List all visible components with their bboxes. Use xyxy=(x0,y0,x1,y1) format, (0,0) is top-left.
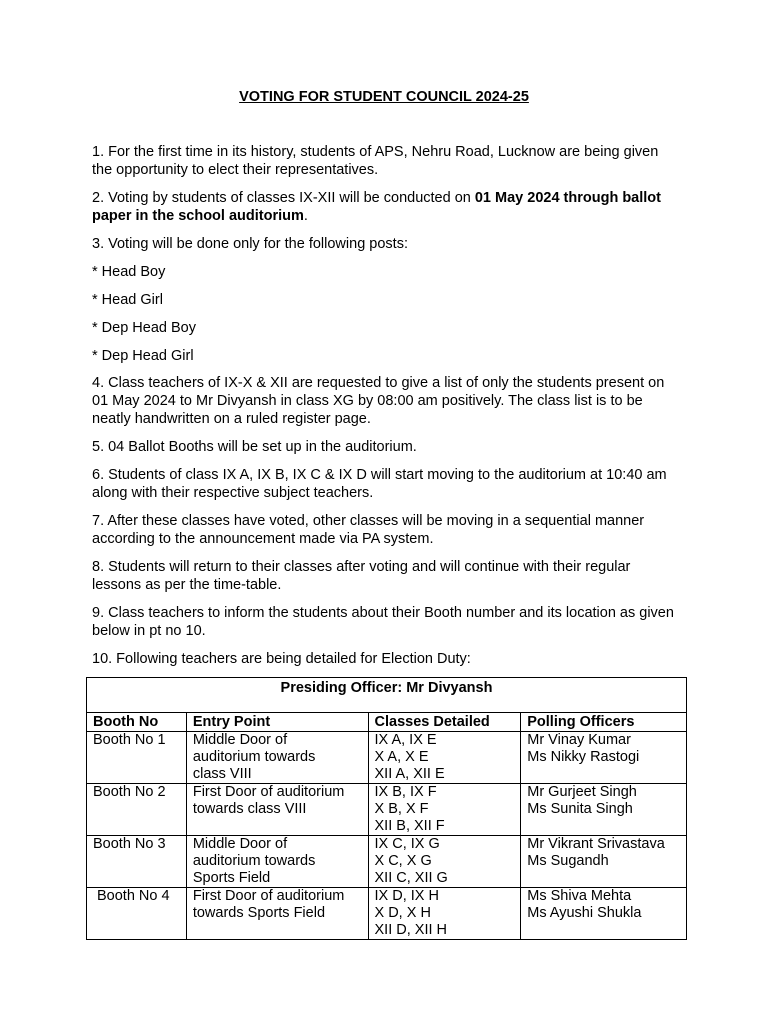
table-row xyxy=(87,836,687,888)
point-2-text: 2. Voting by students of classes IX-XII will be conducted on xyxy=(92,190,475,206)
class-line: XII D, XII H xyxy=(374,922,448,938)
point-6: 6. Students of class IX A, IX B, IX C & IX D will start moving to the auditorium at 10:40 am along with their respective subject teachers. xyxy=(92,467,667,501)
point-1: 1. For the first time in its history, students of APS, Nehru Road, Lucknow are being given the opportunity to elect their representatives. xyxy=(92,144,659,178)
class-line: X B, X F xyxy=(374,801,429,817)
point-4: 4. Class teachers of IX-X & XII are requested to give a list of only the students present on 01 May 2024 to Mr Divyansh in class XG by 08:00 am positively. The class list is to be neatly handwritten on a ruled register page. xyxy=(92,375,665,427)
officer-name: Ms Ayushi Shukla xyxy=(527,905,642,921)
point-8: 8. Students will return to their classes after voting and will continue with their regular lessons as per the time-table. xyxy=(92,559,631,593)
election-duty-table xyxy=(86,677,687,940)
class-line: IX D, IX H xyxy=(374,888,439,904)
header-polling-officers: Polling Officers xyxy=(521,713,687,732)
post-head-boy: * Head Boy xyxy=(92,264,166,280)
point-3: 3. Voting will be done only for the following posts: xyxy=(92,236,408,252)
table-header-row xyxy=(87,713,687,732)
point-7: 7. After these classes have voted, other classes will be moving in a sequential manner according to the announcement made via PA system. xyxy=(92,513,645,547)
officer-name: Mr Gurjeet Singh xyxy=(527,784,637,800)
table-row xyxy=(87,732,687,784)
header-booth-no: Booth No xyxy=(87,713,187,732)
entry-point xyxy=(186,888,368,940)
officer-name: Mr Vikrant Srivastava xyxy=(527,836,665,852)
booth-no: Booth No 2 xyxy=(87,784,187,836)
point-5: 5. 04 Ballot Booths will be set up in the auditorium. xyxy=(92,439,417,455)
entry-line: First Door of auditorium xyxy=(192,888,345,904)
header-entry-point: Entry Point xyxy=(186,713,368,732)
officer-name: Ms Shiva Mehta xyxy=(527,888,632,904)
polling-officers xyxy=(521,836,687,888)
classes-detailed xyxy=(368,836,521,888)
class-line: XII A, XII E xyxy=(374,766,445,782)
class-line: IX C, IX G xyxy=(374,836,440,852)
point-2-end: . xyxy=(303,208,308,224)
polling-officers xyxy=(521,888,687,940)
point-2 xyxy=(92,189,682,225)
officer-name: Mr Vinay Kumar xyxy=(527,732,631,748)
entry-line: towards Sports Field xyxy=(192,905,326,921)
post-dep-head-girl: * Dep Head Girl xyxy=(92,348,194,364)
header-classes-detailed: Classes Detailed xyxy=(368,713,521,732)
table-row xyxy=(87,888,687,940)
post-head-girl: * Head Girl xyxy=(92,292,163,308)
table-row xyxy=(87,784,687,836)
document-title: VOTING FOR STUDENT COUNCIL 2024-25 xyxy=(239,89,529,105)
point-10: 10. Following teachers are being detailed for Election Duty: xyxy=(92,651,471,667)
booth-no: Booth No 1 xyxy=(87,732,187,784)
classes-detailed xyxy=(368,784,521,836)
entry-point xyxy=(186,836,368,888)
class-line: IX B, IX F xyxy=(374,784,437,800)
officer-name: Ms Nikky Rastogi xyxy=(527,749,640,765)
entry-point xyxy=(186,784,368,836)
presiding-officer-row xyxy=(87,678,687,713)
class-line: X D, X H xyxy=(374,905,431,921)
polling-officers xyxy=(521,784,687,836)
entry-line: towards class VIII xyxy=(192,801,307,817)
entry-line: First Door of auditorium xyxy=(192,784,345,800)
entry-line: auditorium towards xyxy=(192,749,316,765)
officer-name: Ms Sugandh xyxy=(527,853,609,869)
class-line: X A, X E xyxy=(374,749,429,765)
entry-line: class VIII xyxy=(192,766,252,782)
class-line: XII C, XII G xyxy=(374,870,448,886)
entry-point xyxy=(186,732,368,784)
point-9: 9. Class teachers to inform the students about their Booth number and its location as given below in pt no 10. xyxy=(92,605,674,639)
entry-line: auditorium towards xyxy=(192,853,316,869)
class-line: X C, X G xyxy=(374,853,432,869)
entry-line: Sports Field xyxy=(192,870,271,886)
entry-line: Middle Door of xyxy=(192,732,288,748)
class-line: IX A, IX E xyxy=(374,732,437,748)
classes-detailed xyxy=(368,888,521,940)
presiding-officer: Presiding Officer: Mr Divyansh xyxy=(87,678,687,713)
classes-detailed xyxy=(368,732,521,784)
polling-officers xyxy=(521,732,687,784)
point-2-bold-text: 01 May 2024 through ballot paper in the school auditorium xyxy=(92,190,661,224)
entry-line: Middle Door of xyxy=(192,836,288,852)
class-line: XII B, XII F xyxy=(374,818,445,834)
post-dep-head-boy: * Dep Head Boy xyxy=(92,320,196,336)
booth-no: Booth No 3 xyxy=(87,836,187,888)
officer-name: Ms Sunita Singh xyxy=(527,801,633,817)
booth-no: Booth No 4 xyxy=(87,888,187,940)
